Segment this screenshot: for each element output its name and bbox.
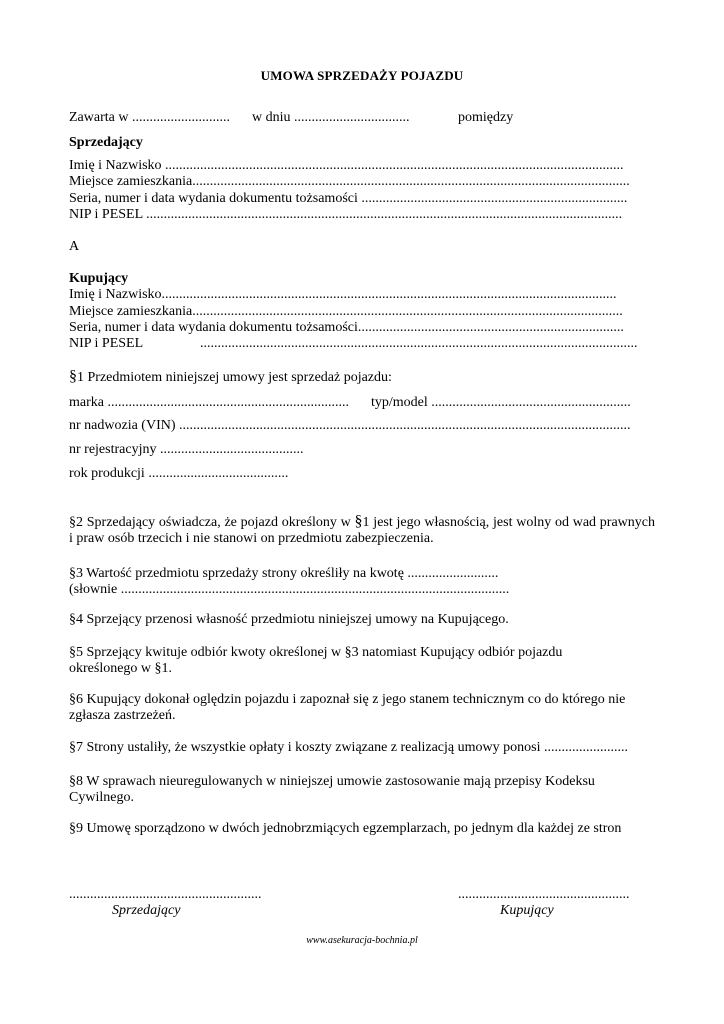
section-9: §9 Umowę sporządzono w dwóch jednobrzmiących egzemplarzach, po jednym dla każdej ze stron	[69, 821, 622, 836]
section-2-prefix: §2 Sprzedający oświadcza, że pojazd określony w	[69, 515, 355, 530]
section-3-line1: §3 Wartość przedmiotu sprzedaży strony określiły na kwotę ..........................	[69, 566, 499, 581]
section-6: §6 Kupujący dokonał oględzin pojazdu i zapoznał się z jego stanem technicznym co do którego nie zgłasza zastrzeżeń.	[69, 692, 626, 723]
vehicle-vin-field: nr nadwozia (VIN) .................................................................................................................................	[69, 418, 631, 433]
section-2	[69, 514, 655, 547]
section-8: §8 W sprawach nieuregulowanych w niniejszej umowie zastosowanie mają przepisy Kodeksu Cywilnego.	[69, 774, 595, 805]
section-7: §7 Strony ustaliły, że wszystkie opłaty i koszty związane z realizacją umowy ponosi ........................	[69, 740, 628, 755]
buyer-name-field: Imię i Nazwisko..................................................................................................................................	[69, 287, 617, 302]
section-sign: §	[69, 368, 77, 385]
vehicle-registration-field: nr rejestracyjny .........................................	[69, 442, 304, 457]
section-1-text: 1 Przedmiotem niniejszej umowy jest sprzedaż pojazdu:	[77, 370, 392, 385]
contract-place: Zawarta w ............................	[69, 110, 230, 125]
conjunction-a: A	[69, 239, 80, 254]
section-4: §4 Sprzejący przenosi własność przedmiotu niniejszej umowy na Kupującego.	[69, 612, 509, 627]
seller-address-field: Miejsce zamieszkania.............................................................................................................................	[69, 174, 630, 189]
seller-heading: Sprzedający	[69, 135, 143, 150]
contract-between: pomiędzy	[458, 110, 514, 125]
buyer-signature-line: .................................................	[458, 887, 630, 902]
buyer-address-field: Miejsce zamieszkania...........................................................................................................................	[69, 304, 623, 319]
buyer-nip-label: NIP i PESEL	[69, 336, 144, 351]
section-2-rest: 1 jest jego własnością, jest wolny od wad prawnych i praw osób trzecich i nie stanowi on przedmiotu zabezpieczenia.	[69, 515, 655, 546]
buyer-heading: Kupujący	[69, 271, 129, 286]
section-1-intro	[69, 369, 392, 386]
vehicle-model-field: typ/model .........................................................	[371, 395, 631, 410]
seller-signature-label: Sprzedający	[112, 903, 181, 918]
seller-signature-line: .......................................................	[69, 887, 262, 902]
buyer-signature-label: Kupujący	[500, 903, 554, 918]
section-sign: §	[354, 513, 363, 530]
seller-name-field: Imię i Nazwisko ...................................................................................................................................	[69, 158, 624, 173]
buyer-document-field: Seria, numer i data wydania dokumentu tożsamości............................................................................	[69, 320, 624, 335]
vehicle-make-field: marka .....................................................................	[69, 395, 349, 410]
section-5: §5 Sprzejący kwituje odbiór kwoty określonej w §3 natomiast Kupujący odbiór pojazdu określonego w §1.	[69, 645, 563, 676]
contract-date: w dniu .................................	[252, 110, 410, 125]
section-3-line2: (słownie ...............................................................................................................	[69, 582, 510, 597]
footer-website: www.asekuracja-bochnia.pl	[306, 935, 418, 946]
seller-document-field: Seria, numer i data wydania dokumentu tożsamości ............................................................................	[69, 191, 628, 206]
buyer-nip-dots: .............................................................................................................................	[200, 336, 638, 351]
document-title: UMOWA SPRZEDAŻY POJAZDU	[260, 68, 464, 83]
vehicle-year-field: rok produkcji ........................................	[69, 466, 289, 481]
seller-nip-field: NIP i PESEL ........................................................................................................................................	[69, 207, 623, 222]
